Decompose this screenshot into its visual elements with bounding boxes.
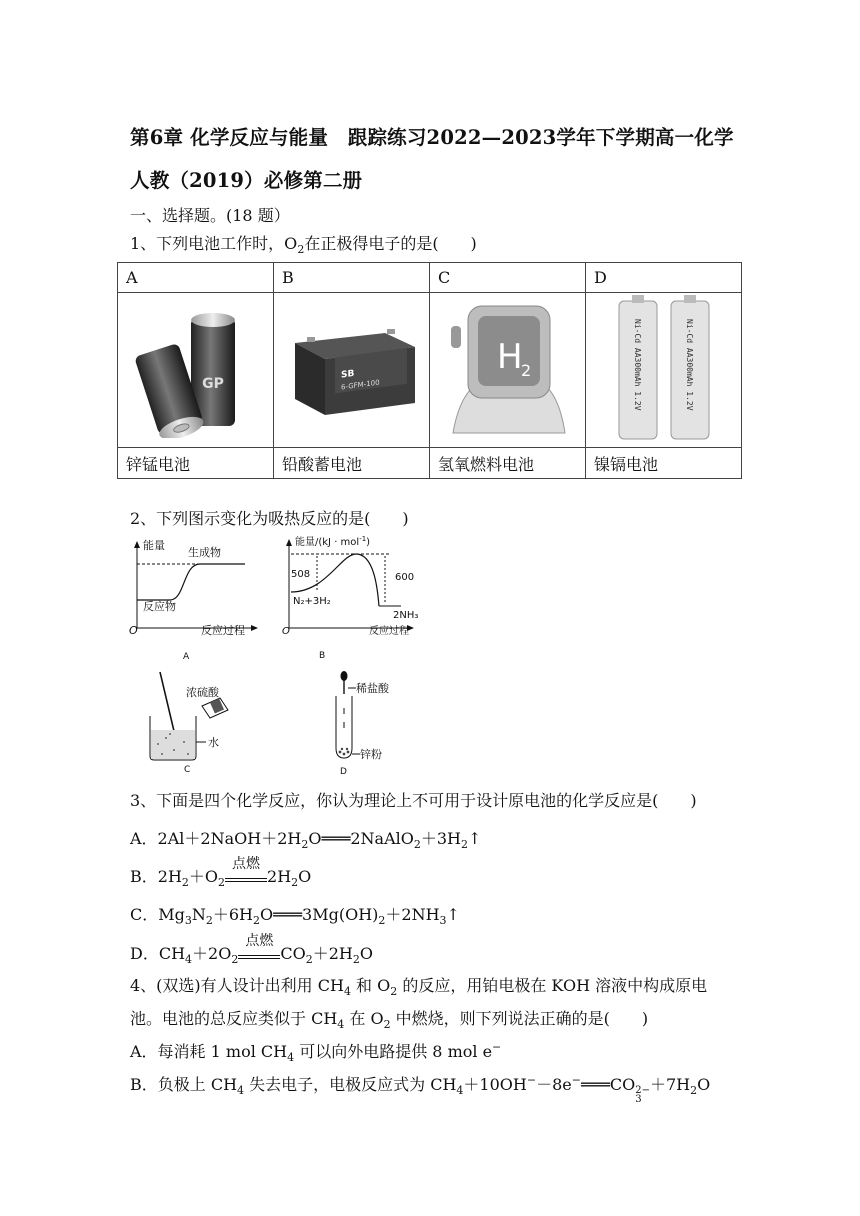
svg-text:SB: SB [340, 368, 354, 381]
graph-a-origin: O [129, 624, 138, 637]
page-title [130, 116, 750, 202]
figure-c-water-label: 水 [208, 736, 219, 749]
section-heading: 一、选择题。(18 题） [130, 206, 290, 225]
question-4-stem-line-1: 4、(双选)有人设计出利用 $CH_4$ 和 $O_2$ 的反应，用铂电极在 KOH 溶液中构成原电 [130, 976, 708, 999]
nickel-cadmium-battery-image [586, 293, 742, 448]
energy-graph-a [125, 536, 265, 662]
fuel-cell-image [430, 293, 586, 448]
graph-b-origin: O [282, 626, 290, 637]
graph-b-ylabel-end: ) [366, 537, 371, 548]
option-letter-b: B [274, 263, 430, 293]
question-2-stem: 2、下列图示变化为吸热反应的是( ) [130, 509, 409, 528]
option-letter-d: D [586, 263, 742, 293]
question-3-stem: 3、下面是四个化学反应，你认为理论上不可用于设计原电池的化学反应是( ) [130, 791, 697, 810]
graph-b-caption: B [319, 651, 326, 661]
nicd-label-right: Ni-Cd AA300mAh 1.2V [684, 319, 694, 411]
nicd-label-left: Ni-Cd AA300mAh 1.2V [632, 319, 642, 411]
energy-graph-b [281, 532, 423, 662]
reaction-condition-arrow: 点燃 [238, 948, 280, 959]
figure-d-test-tube [322, 664, 412, 776]
graph-b-left-value: 508 [291, 569, 311, 580]
graph-a-product: 生成物 [188, 546, 221, 559]
option-label-a: 锌锰电池 [118, 448, 274, 479]
graph-b-reactant: N₂+3H₂ [293, 596, 331, 607]
graph-a-xlabel: 反应过程 [201, 624, 245, 637]
fuel-cell-h-text: H [496, 337, 523, 377]
question-3-option-c: C．$Mg_3N_2+6H_2O═══3Mg(OH)_2+2NH_3↑$ [130, 905, 460, 928]
graph-b-ylabel: 能量/(kJ · mol [295, 537, 360, 548]
figure-d-caption: D [340, 767, 347, 776]
question-4-stem-line-2: 池。电池的总反应类似于 $CH_4$ 在 $O_2$ 中燃烧，则下列说法正确的是( ) [130, 1009, 649, 1032]
question-3-option-b: B．$2H_2+O_2$ 点燃 $2H_2O$ [130, 856, 312, 890]
option-label-d: 镍镉电池 [586, 448, 742, 479]
fuel-cell-sub-text: 2 [520, 361, 531, 380]
question-3-option-a: A．$2Al+2NaOH+2H_2O═══2NaAlO_2+3H_2↑$ [130, 829, 482, 852]
graph-b-right-value: 600 [395, 572, 415, 583]
question-4-option-a: A．每消耗 1 mol $CH_4$ 可以向外电路提供 8 mol e− [130, 1040, 502, 1065]
figure-c-caption: C [184, 765, 191, 775]
figure-c-acid-label: 浓硫酸 [186, 686, 219, 699]
lead-acid-battery-image [274, 293, 430, 448]
svg-text:能量/(kJ · mol-1) [295, 535, 370, 548]
lead-acid-model-text: 6-GFM-100 [340, 377, 380, 392]
title-line-2: 人教（2019）必修第二册 [130, 169, 363, 192]
option-label-b: 铅酸蓄电池 [274, 448, 430, 479]
zinc-manganese-battery-image [118, 293, 274, 448]
question-4-option-b: B．负极上 $CH_4$ 失去电子，电极反应式为 $CH_4+10OH^--8e^-═══CO$ 2− 3 $+7H_2O$ [130, 1073, 711, 1105]
gp-logo-text: GP [201, 376, 224, 392]
title-line-1: 第6章 化学反应与能量 跟踪练习2022—2023学年下学期高一化学 [130, 126, 734, 149]
figure-d-zinc-label: 锌粉 [360, 748, 382, 761]
question-3-option-d: D．$CH_4+2O_2$ 点燃 $CO_2+2H_2O$ [130, 933, 373, 967]
reaction-condition-arrow: 点燃 [225, 871, 267, 882]
graph-a-caption: A [183, 652, 190, 662]
option-label-c: 氢氧燃料电池 [430, 448, 586, 479]
graph-b-ylabel-sup: -1 [359, 535, 367, 543]
graph-b-product: 2NH₃ [393, 610, 419, 621]
graph-a-reactant: 反应物 [143, 600, 176, 613]
option-letter-c: C [430, 263, 586, 293]
figure-d-acid-label: 稀盐酸 [356, 682, 389, 695]
graph-a-ylabel: 能量 [143, 539, 165, 552]
figure-c-dilution [140, 664, 250, 776]
battery-options-table [117, 262, 742, 479]
question-1-stem: 1、下列电池工作时，$O_2$在正极得电子的是( ) [130, 234, 477, 257]
option-letter-a: A [118, 263, 274, 293]
graph-b-xlabel: 反应过程 [369, 626, 409, 637]
